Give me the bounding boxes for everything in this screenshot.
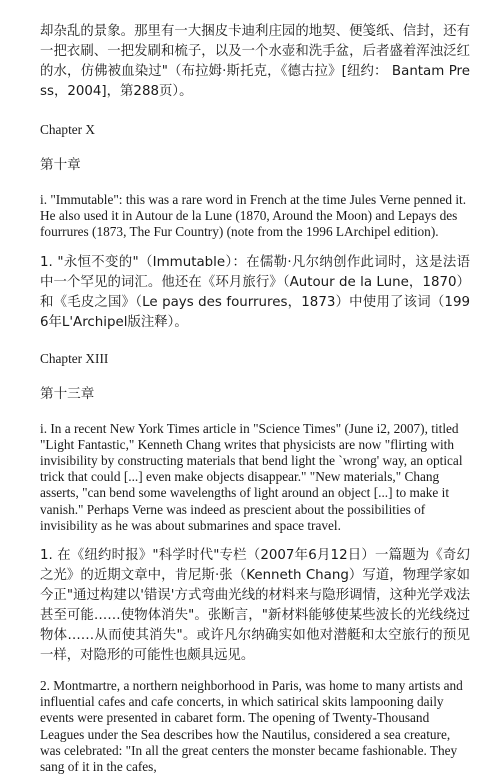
note-x-1-en: i. "Immutable": this was a rare word in French at the time Jules Verne penned it. He also used it in Autour de la Lune (1870, Around the Moon) and Lepays des fourrures (1873, The Fur Country) (note from the 1996 LArchipel edition). — [40, 192, 467, 240]
document-page — [40, 22, 470, 775]
note-xiii-1-en: i. In a recent New York Times article in "Science Times" (June i2, 2007), titled "Light Fantastic," Kenneth Chang writes that physicists are now "flirting with invisibility by constructing materials that bend light the `wrong' way, an optical trick that could [...] even make objects disappear." "New materials," Chang asserts, "can bend some wavelengths of light around an object [...] to make it vanish." Perhaps Verne was indeed as prescient about the possibilities of invisibility as he was about submarines and space travel. — [40, 420, 463, 533]
intro-paragraph-zh: 却杂乱的景象。那里有一大捆皮卡迪利庄园的地契、便笺纸、信封，还有一把衣刷、一把发刷和梳子，以及一个水壶和洗手盆，后者盛着浑浊泛红的水，仿佛被血染过"（布拉姆·斯托克，《德古拉》[纽约： Bantam Press，2004]，第288页）。 — [40, 24, 470, 99]
note-x-1-zh: 1. "永恒不变的"（Immutable）：在儒勒·凡尔纳创作此词时，这是法语中一个罕见的词汇。他还在《环月旅行》（Autour de la Lune，1870）和《毛皮之国》（Le pays des fourrures，1873）中使用了该词（1996年L'Archipel版注释）。 — [40, 254, 470, 330]
chapter-xiii-heading-en: Chapter XIII — [40, 350, 109, 366]
chapter-x-heading-en: Chapter X — [40, 122, 96, 137]
note-xiii-2-en: 2. Montmartre, a northern neighborhood in Paris, was home to many artists and influential cafes and cafe concerts, in which satirical skits lampooning daily events were presented in cabaret form. The opening of Twenty-Thousand Leagues under the Sea describes how the Nautilus, considered a sea creature, was celebrated: "In all the great centers the monster became fashionable. They sang of it in the cafes, — [40, 678, 463, 775]
chapter-xiii-heading-zh: 第十三章 — [40, 385, 95, 402]
chapter-x-heading-zh: 第十章 — [40, 157, 81, 173]
note-xiii-1-zh: 1. 在《纽约时报》"科学时代"专栏（2007年6月12日）一篇题为《奇幻之光》的近期文章中，肯尼斯·张（Kenneth Chang）写道，物理学家如今正"通过构建以'错误'方式弯曲光线的材料来与隐形调情，这种光学戏法甚至可能……使物体消失"。张断言，"新材料能够使某些波长的光线绕过物体……从而使其消失"。或许凡尔纳确实如他对潜艇和太空旅行的预见一样，对隐形的可能性也颇具远见。 — [40, 548, 470, 664]
